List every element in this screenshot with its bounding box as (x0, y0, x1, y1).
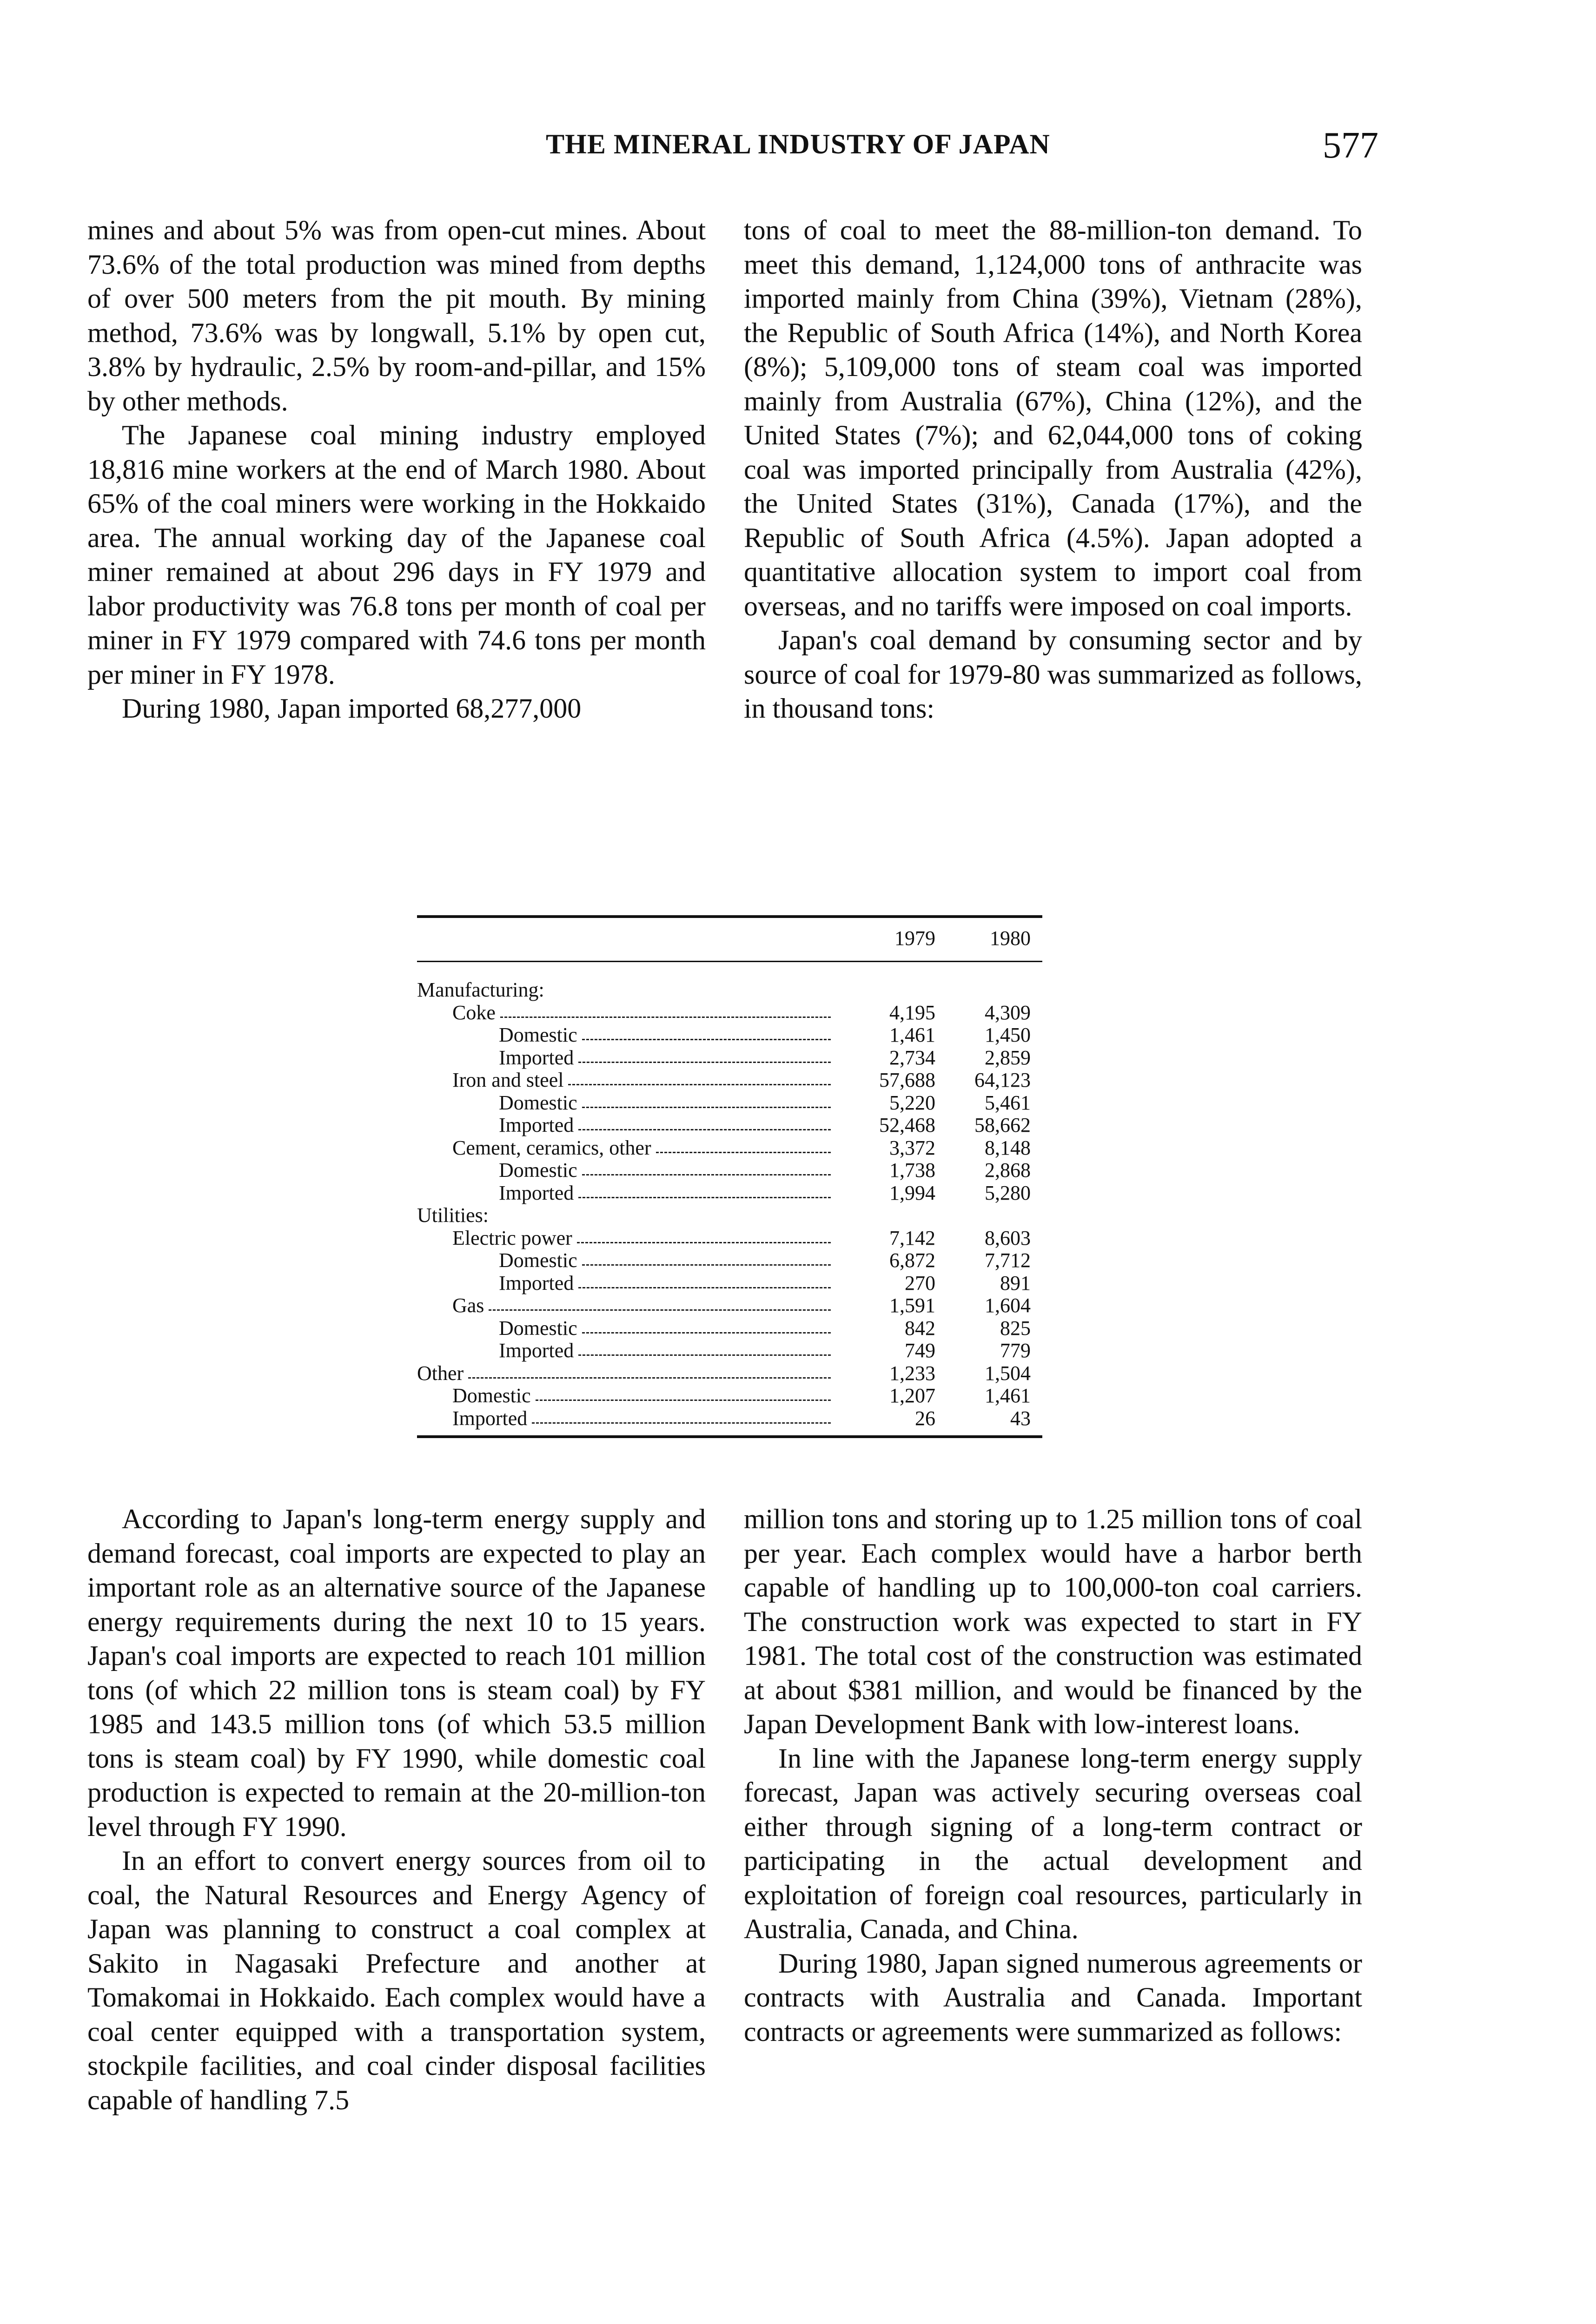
row-label: Domestic (499, 1316, 577, 1340)
paragraph: tons of coal to meet the 88-million-ton demand. To meet this demand, 1,124,000 tons of anthracite was imported mainly from China (39%), Vietnam (28%), the Republic of South Africa (14%), and North Korea (8%); 5,109,000 tons of steam coal was imported mainly from Australia (67%), China (12%), and the United States (7%); and 62,044,000 tons of coking coal was imported principally from Australia (42%), the United States (31%), Canada (17%), and the Republic of South Africa (4.5%). Japan adopted a quantitative allocation system to import coal from overseas, and no tariffs were imposed on coal imports. (744, 215, 1362, 621)
table-row (417, 1114, 1042, 1137)
leader-dashes (489, 1309, 831, 1311)
row-label: Domestic (452, 1384, 531, 1407)
table-row (417, 1249, 1042, 1272)
table-row (417, 1385, 1042, 1407)
cell-1980: 1,604 (985, 1294, 1031, 1317)
paragraph: Japan's coal demand by consuming sector and by source of coal for 1979-80 was summarized as follows, in thousand tons: (744, 625, 1362, 724)
table-body (417, 962, 1042, 1435)
cell-1980: 8,603 (985, 1226, 1031, 1249)
cell-1980: 7,712 (985, 1249, 1031, 1272)
table-header (417, 918, 1042, 961)
row-label: Domestic (499, 1249, 577, 1272)
running-header: THE MINERAL INDUSTRY OF JAPAN (546, 129, 1050, 159)
cell-1979: 1,461 (889, 1023, 935, 1046)
cell-1980: 8,148 (985, 1136, 1031, 1159)
row-label: Electric power (452, 1226, 572, 1249)
leader-dashes (582, 1107, 831, 1108)
cell-1979: 5,220 (889, 1091, 935, 1114)
cell-1979: 1,591 (889, 1294, 935, 1317)
table-row (417, 1047, 1042, 1070)
cell-1980: 5,280 (985, 1181, 1031, 1204)
table-row (417, 1204, 1042, 1227)
leader-dashes (568, 1084, 831, 1085)
cell-1980: 1,450 (985, 1023, 1031, 1046)
row-label: Coke (452, 1001, 496, 1024)
cell-1979: 1,233 (889, 1361, 935, 1385)
table-row (417, 1182, 1042, 1205)
table-row (417, 979, 1042, 1002)
table-row (417, 1137, 1042, 1160)
table-row (417, 1317, 1042, 1340)
cell-1980: 43 (1010, 1406, 1031, 1430)
row-label: Other (417, 1361, 464, 1385)
row-label: Domestic (499, 1159, 577, 1182)
cell-1979: 749 (905, 1339, 935, 1362)
leader-dashes (468, 1377, 831, 1379)
table-bottom-rule (417, 1435, 1042, 1438)
row-label: Imported (499, 1114, 574, 1136)
paragraph: During 1980, Japan imported 68,277,000 (122, 693, 582, 724)
table-row (417, 1362, 1042, 1385)
table-row (417, 1272, 1042, 1295)
leader-dashes (582, 1264, 831, 1266)
leader-dashes (582, 1039, 831, 1040)
table-row (417, 1227, 1042, 1250)
table-row (417, 1294, 1042, 1317)
cell-1980: 4,309 (985, 1001, 1031, 1024)
leader-dashes (578, 1197, 831, 1198)
cell-1979: 6,872 (889, 1249, 935, 1272)
cell-1980: 5,461 (985, 1091, 1031, 1114)
row-label: Domestic (499, 1091, 577, 1114)
cell-1980: 825 (1000, 1316, 1031, 1340)
row-label: Manufacturing: (417, 978, 544, 1001)
text-column-top-right (744, 213, 1362, 726)
leader-dashes (532, 1422, 831, 1424)
leader-dashes (500, 1017, 831, 1018)
leader-dashes (578, 1129, 831, 1130)
table-row (417, 1159, 1042, 1182)
column-header-1980: 1980 (990, 927, 1031, 950)
cell-1980: 779 (1000, 1339, 1031, 1362)
cell-1979: 270 (905, 1271, 935, 1294)
text-column-bottom-left (87, 1502, 706, 2117)
leader-dashes (578, 1062, 831, 1063)
cell-1980: 1,461 (985, 1384, 1031, 1407)
row-label: Imported (499, 1339, 574, 1362)
cell-1980: 2,859 (985, 1046, 1031, 1069)
leader-dashes (578, 1287, 831, 1288)
cell-1979: 57,688 (879, 1069, 935, 1091)
leader-dashes (577, 1242, 831, 1243)
paragraph: During 1980, Japan signed numerous agreements or contracts with Australia and Canada. Important contracts or agreements were summarized as follows: (744, 1948, 1362, 2047)
row-label: Imported (452, 1406, 528, 1430)
row-label: Imported (499, 1181, 574, 1204)
paragraph: The Japanese coal mining industry employed 18,816 mine workers at the end of March 1980. About 65% of the coal miners were working in the Hokkaido area. The annual working day of the Japanese coal miner remained at about 296 days in FY 1979 and labor productivity was 76.8 tons per month of coal per miner in FY 1979 compared with 74.6 tons per month per miner in FY 1978. (87, 420, 706, 690)
row-label: Imported (499, 1271, 574, 1294)
table-row (417, 1340, 1042, 1362)
row-label: Utilities: (417, 1204, 489, 1227)
coal-demand-table (417, 915, 1042, 1438)
cell-1980: 891 (1000, 1271, 1031, 1294)
cell-1979: 4,195 (889, 1001, 935, 1024)
cell-1979: 2,734 (889, 1046, 935, 1069)
leader-dashes (656, 1152, 831, 1153)
cell-1979: 1,994 (889, 1181, 935, 1204)
row-label: Domestic (499, 1023, 577, 1046)
row-label: Iron and steel (452, 1069, 564, 1091)
cell-1980: 2,868 (985, 1159, 1031, 1182)
cell-1980: 1,504 (985, 1361, 1031, 1385)
column-header-1979: 1979 (894, 927, 935, 950)
text-column-bottom-right (744, 1502, 1362, 2049)
cell-1980: 58,662 (974, 1114, 1031, 1136)
leader-dashes (582, 1332, 831, 1334)
cell-1979: 26 (915, 1406, 935, 1430)
row-label: Cement, ceramics, other (452, 1136, 651, 1159)
text-column-top-left (87, 213, 706, 726)
leader-dashes (536, 1400, 831, 1401)
paragraph: million tons and storing up to 1.25 million tons of coal per year. Each complex would have a harbor berth capable of handling up to 100,000-ton coal carriers. The construction work was expected to start in FY 1981. The total cost of the construction was estimated at about $381 million, and would be financed by the Japan Development Bank with low-interest loans. (744, 1504, 1362, 1739)
row-label: Gas (452, 1294, 484, 1317)
table-row (417, 1407, 1042, 1430)
leader-dashes (578, 1354, 831, 1356)
page-number: 577 (1323, 125, 1378, 166)
paragraph: According to Japan's long-term energy supply and demand forecast, coal imports are expected to play an important role as an alternative source of the Japanese energy requirements during the next 10 to 15 years. Japan's coal imports are expected to reach 101 million tons (of which 22 million tons is steam coal) by FY 1985 and 143.5 million tons (of which 53.5 million tons is steam coal) by FY 1990, while domestic coal production is expected to remain at the 20-million-ton level through FY 1990. (87, 1504, 706, 1842)
cell-1980: 64,123 (974, 1069, 1031, 1091)
leader-dashes (582, 1174, 831, 1175)
cell-1979: 1,738 (889, 1159, 935, 1182)
table-row (417, 1002, 1042, 1024)
table-row (417, 1092, 1042, 1115)
cell-1979: 3,372 (889, 1136, 935, 1159)
paragraph: In an effort to convert energy sources from oil to coal, the Natural Resources and Energy Agency of Japan was planning to construct a coal complex at Sakito in Nagasaki Prefecture and another at Tomakomai in Hokkaido. Each complex would have a coal center equipped with a transportation system, stockpile facilities, and coal cinder disposal facilities capable of handling 7.5 (87, 1845, 706, 2115)
cell-1979: 842 (905, 1316, 935, 1340)
paragraph: mines and about 5% was from open-cut mines. About 73.6% of the total production was mined from depths of over 500 meters from the pit mouth. By mining method, 73.6% was by longwall, 5.1% by open cut, 3.8% by hydraulic, 2.5% by room-and-pillar, and 15% by other methods. (87, 215, 706, 416)
cell-1979: 1,207 (889, 1384, 935, 1407)
row-label: Imported (499, 1046, 574, 1069)
table-row (417, 1069, 1042, 1092)
cell-1979: 7,142 (889, 1226, 935, 1249)
paragraph: In line with the Japanese long-term energy supply forecast, Japan was actively securing overseas coal either through signing of a long-term contract or participating in the actual development and exploitation of foreign coal resources, particularly in Australia, Canada, and China. (744, 1743, 1362, 1944)
cell-1979: 52,468 (879, 1114, 935, 1136)
table-row (417, 1024, 1042, 1047)
